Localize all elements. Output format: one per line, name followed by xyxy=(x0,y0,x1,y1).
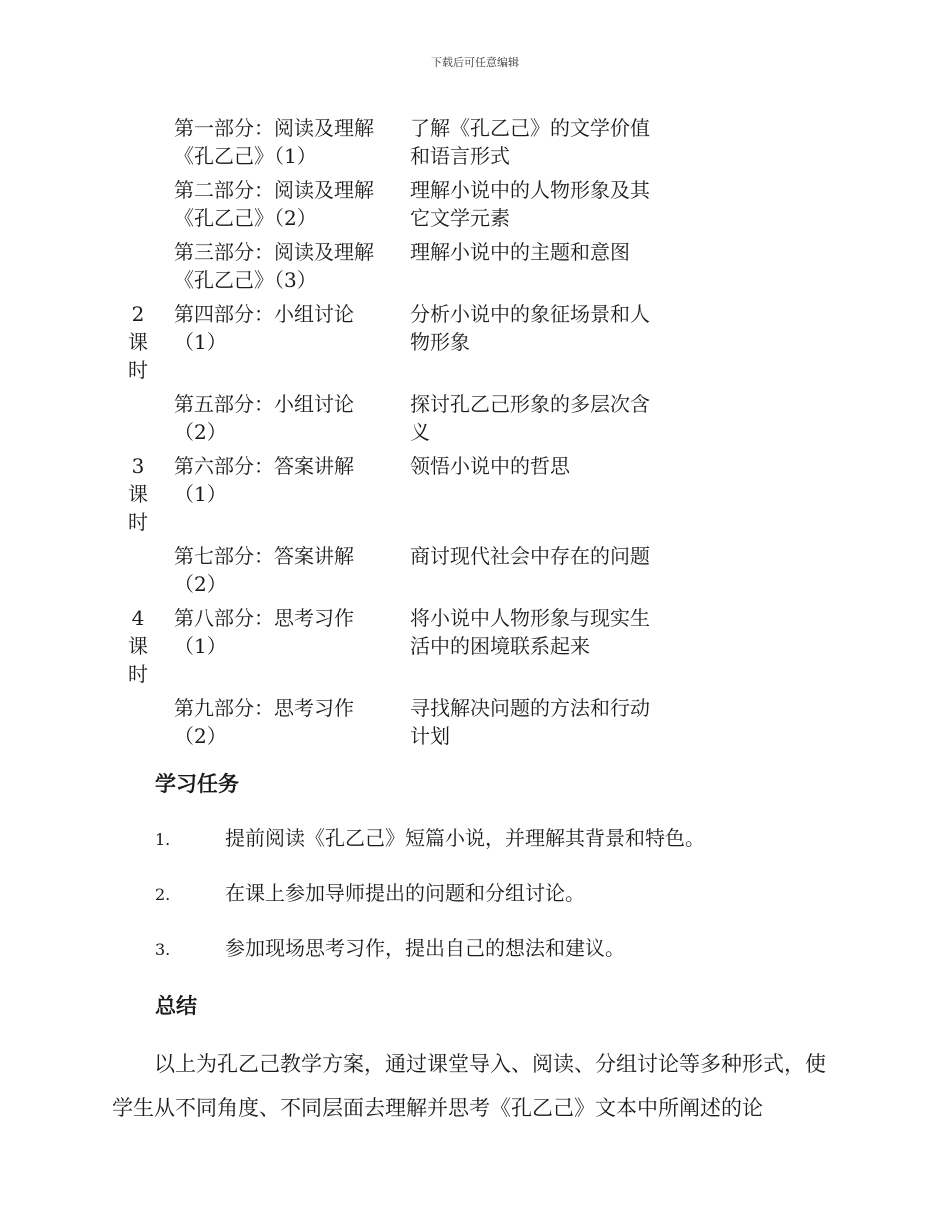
table-row xyxy=(122,542,660,604)
part-cell: 第六部分：答案讲解（1） xyxy=(174,454,354,506)
time-cell: 2课时 xyxy=(128,302,148,382)
part-cell: 第七部分：答案讲解（2） xyxy=(174,544,354,596)
table-row xyxy=(122,300,660,390)
list-text: 参加现场思考习作，提出自己的想法和建议。 xyxy=(225,936,625,960)
goal-cell: 了解《孔乙己》的文学价值和语言形式 xyxy=(410,116,650,168)
part-cell: 第三部分：阅读及理解《孔乙己》（3） xyxy=(174,240,374,292)
time-cell xyxy=(122,114,154,176)
summary-paragraph: 以上为孔乙己教学方案，通过课堂导入、阅读、分组讨论等多种形式，使学生从不同角度、不同层面去理解并思考《孔乙己》文本中所阐述的论 xyxy=(112,1052,826,1120)
list-number: 3. xyxy=(155,940,171,959)
table-row xyxy=(122,176,660,238)
time-cell: 4课时 xyxy=(128,606,148,686)
goal-cell: 领悟小说中的哲思 xyxy=(410,454,570,478)
list-text: 提前阅读《孔乙己》短篇小说，并理解其背景和特色。 xyxy=(225,826,705,850)
table-row xyxy=(122,238,660,300)
list-number: 1. xyxy=(155,830,171,849)
table-row xyxy=(122,452,660,542)
goal-cell: 分析小说中的象征场景和人物形象 xyxy=(410,302,650,354)
part-cell: 第五部分：小组讨论（2） xyxy=(174,392,354,444)
part-cell: 第八部分：思考习作（1） xyxy=(174,606,354,658)
table-row xyxy=(122,694,660,756)
part-cell: 第九部分：思考习作（2） xyxy=(174,696,354,748)
time-cell xyxy=(122,176,154,238)
part-cell: 第二部分：阅读及理解《孔乙己》（2） xyxy=(174,178,374,230)
time-cell xyxy=(122,390,154,452)
time-cell xyxy=(122,694,154,756)
time-cell xyxy=(122,238,154,300)
table-row xyxy=(122,114,660,176)
list-number: 2. xyxy=(155,885,171,904)
summary-heading: 总结 xyxy=(155,994,197,1018)
page-header: 下载后可任意编辑 xyxy=(431,56,519,69)
list-item xyxy=(155,934,855,964)
goal-cell: 将小说中人物形象与现实生活中的困境联系起来 xyxy=(410,606,650,658)
list-item xyxy=(155,879,855,909)
time-cell xyxy=(122,542,154,604)
part-cell: 第四部分：小组讨论（1） xyxy=(174,302,354,354)
goal-cell: 商讨现代社会中存在的问题 xyxy=(410,544,650,568)
list-text: 在课上参加导师提出的问题和分组讨论。 xyxy=(225,881,585,905)
schedule-table xyxy=(122,114,660,756)
table-row xyxy=(122,604,660,694)
tasks-heading: 学习任务 xyxy=(155,772,239,796)
goal-cell: 理解小说中的主题和意图 xyxy=(410,240,630,264)
goal-cell: 理解小说中的人物形象及其它文学元素 xyxy=(410,178,650,230)
list-item xyxy=(155,824,855,854)
time-cell: 3课时 xyxy=(128,454,148,534)
goal-cell: 寻找解决问题的方法和行动计划 xyxy=(410,696,650,748)
table-row xyxy=(122,390,660,452)
part-cell: 第一部分：阅读及理解《孔乙己》（1） xyxy=(174,116,374,168)
goal-cell: 探讨孔乙己形象的多层次含义 xyxy=(410,392,650,444)
